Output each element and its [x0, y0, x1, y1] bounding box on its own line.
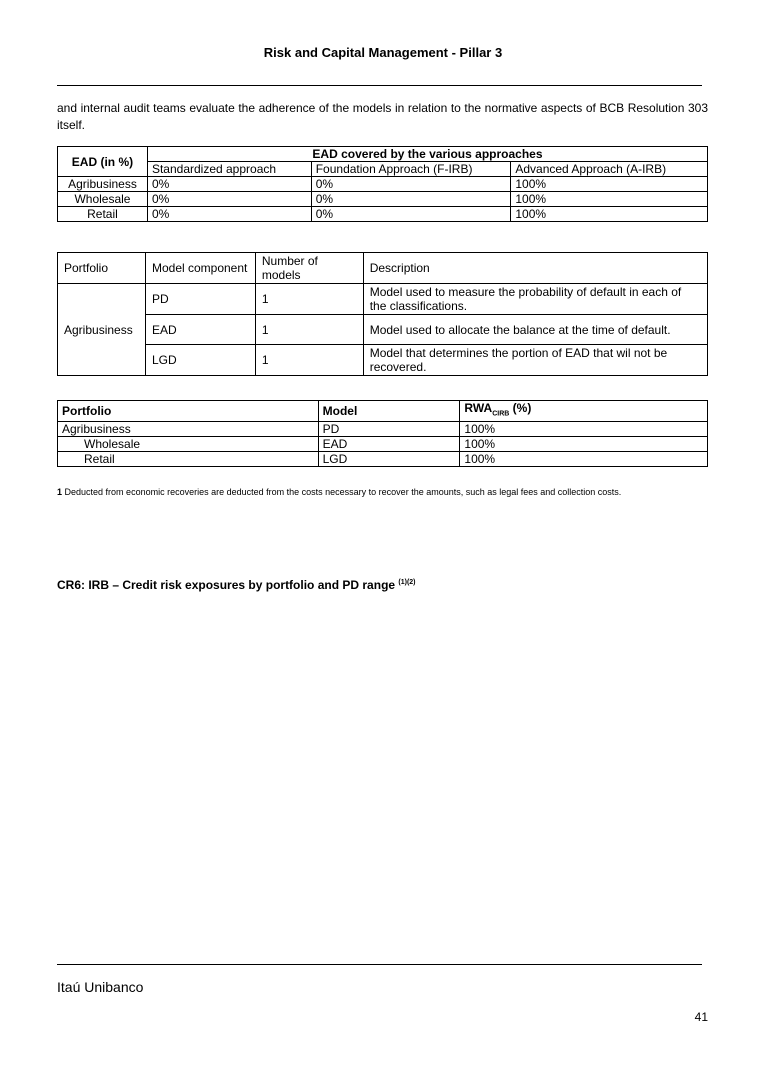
section-heading-superscript: (1)(2)	[398, 579, 416, 586]
table-cell: 100%	[460, 437, 708, 452]
page-header-title: Risk and Capital Management - Pillar 3	[263, 45, 503, 60]
row-label: Agribusiness	[58, 177, 148, 192]
table-cell: EAD	[318, 437, 460, 452]
intro-paragraph: and internal audit teams evaluate the adherence of the models in relation to the normative aspects of BCB Resolution 303 itself.	[57, 101, 708, 132]
table-cell: 100%	[511, 177, 708, 192]
section-heading-text: CR6: IRB – Credit risk exposures by portfolio and PD range	[57, 578, 399, 592]
table-row	[58, 192, 708, 207]
footnote	[57, 484, 697, 501]
table-row	[58, 345, 708, 376]
table-cell: 0%	[311, 192, 511, 207]
footnote-text: Deducted from economic recoveries are deducted from the costs necessary to recover the amounts, such as legal fees and collection costs.	[64, 487, 622, 497]
page-number: 41	[694, 1010, 708, 1024]
column-header: Number of models	[255, 253, 363, 284]
row-label: Wholesale	[58, 192, 148, 207]
ead-coverage-table	[57, 146, 708, 222]
row-label: Retail	[58, 452, 319, 467]
column-header: Advanced Approach (A-IRB)	[511, 162, 708, 177]
rwa-header-main: RWA	[464, 401, 493, 415]
rwa-header-suffix: (%)	[509, 401, 532, 415]
table-cell: 0%	[311, 207, 511, 222]
table-row	[58, 207, 708, 222]
table-row	[58, 177, 708, 192]
models-table	[57, 252, 708, 376]
table-cell: LGD	[318, 452, 460, 467]
rwa-table	[57, 400, 708, 467]
table-row	[58, 315, 708, 345]
table-cell: 0%	[147, 177, 311, 192]
row-label: Agribusiness	[58, 422, 319, 437]
table-cell: 100%	[511, 192, 708, 207]
row-label: Wholesale	[58, 437, 319, 452]
section-heading	[57, 578, 416, 592]
table-cell: Model used to measure the probability of default in each of the classifications.	[363, 284, 707, 315]
table-cell: 100%	[511, 207, 708, 222]
header-divider	[57, 85, 702, 86]
table-cell: Model used to allocate the balance at the time of default.	[363, 315, 707, 345]
table-row	[58, 422, 708, 437]
table-cell: 100%	[460, 452, 708, 467]
ead-corner-label: EAD (in %)	[58, 147, 148, 177]
table-cell: 0%	[147, 192, 311, 207]
table-cell: 0%	[311, 177, 511, 192]
column-header: Description	[363, 253, 707, 284]
column-header: Standardized approach	[147, 162, 311, 177]
table-row	[58, 437, 708, 452]
portfolio-cell: Agribusiness	[58, 284, 146, 376]
rwa-header-subscript: CIRB	[492, 410, 510, 418]
table-cell: 100%	[460, 422, 708, 437]
table-cell: EAD	[145, 315, 255, 345]
table-cell: 1	[255, 284, 363, 315]
table-cell: 1	[255, 315, 363, 345]
column-header: Model component	[145, 253, 255, 284]
footer-divider	[57, 964, 702, 965]
table-cell: 1	[255, 345, 363, 376]
table-row	[58, 284, 708, 315]
column-header: Model	[318, 401, 460, 422]
table-cell: Model that determines the portion of EAD that wil not be recovered.	[363, 345, 707, 376]
column-header: Portfolio	[58, 401, 319, 422]
table-cell: PD	[145, 284, 255, 315]
column-header: Portfolio	[58, 253, 146, 284]
table-cell: PD	[318, 422, 460, 437]
table-cell: LGD	[145, 345, 255, 376]
ead-group-header: EAD covered by the various approaches	[147, 147, 707, 162]
column-header	[460, 401, 708, 422]
footnote-marker: 1	[57, 487, 63, 497]
table-row	[58, 452, 708, 467]
row-label: Retail	[58, 207, 148, 222]
table-cell: 0%	[147, 207, 311, 222]
column-header: Foundation Approach (F-IRB)	[311, 162, 511, 177]
footer-company-name: Itaú Unibanco	[57, 979, 144, 995]
